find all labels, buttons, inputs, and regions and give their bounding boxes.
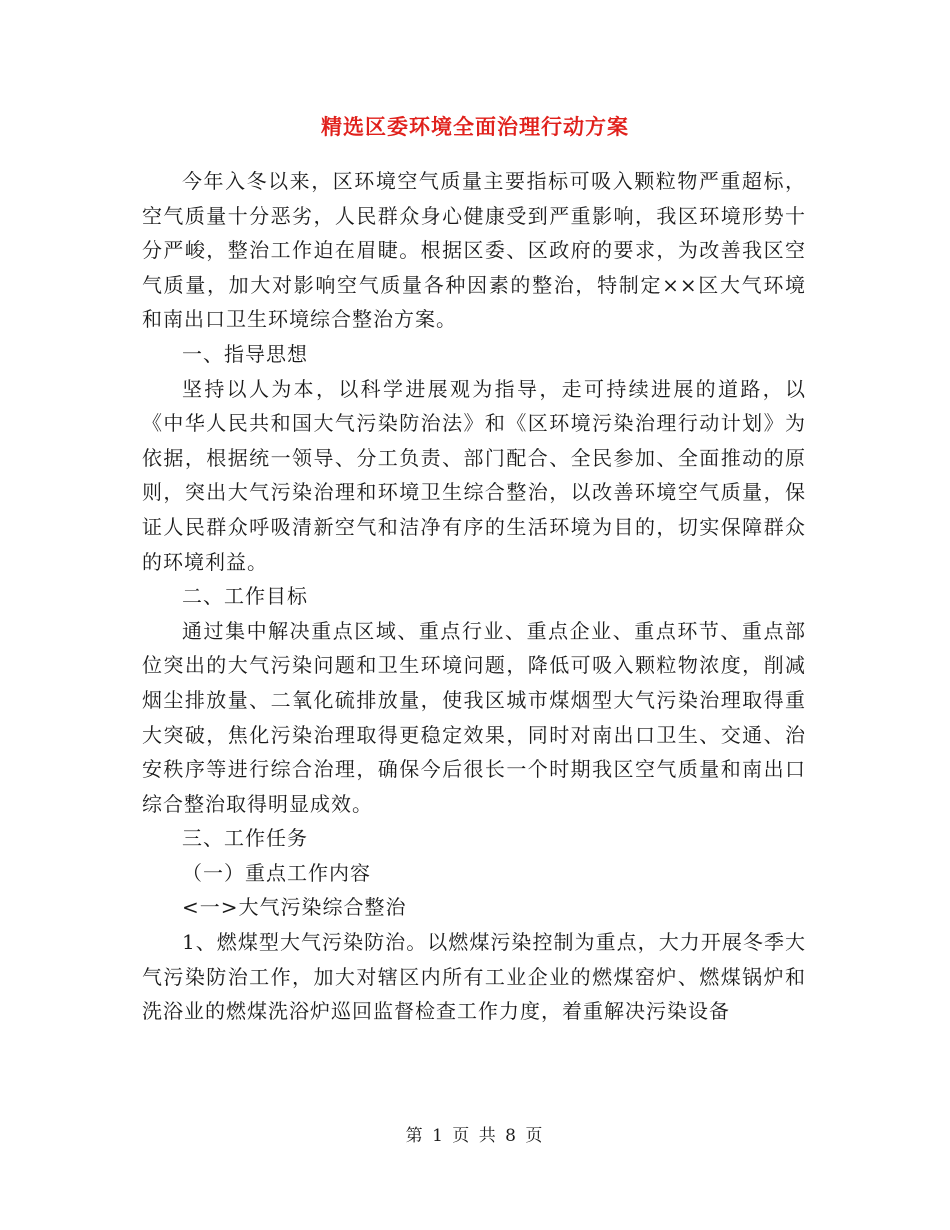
heading-work-tasks: 三、工作任务 — [182, 826, 308, 851]
paragraph-intro: 今年入冬以来，区环境空气质量主要指标可吸入颗粒物严重超标，空气质量十分恶劣，人民群众身心健康受到严重影响，我区环境形势十分严峻，整治工作迫在眉睫。根据区委、区政府的要求，为改善我区空气质量，加大对影响空气质量各种因素的整治，特制定××区大气环境和南出口卫生环境综合整治方案。 — [142, 169, 806, 332]
page-number-footer: 第 1 页 共 8 页 — [405, 1126, 545, 1146]
document-body — [142, 164, 806, 1029]
document-title: 精选区委环境全面治理行动方案 — [321, 114, 629, 139]
paragraph-guiding-ideology: 坚持以人为本，以科学进展观为指导，走可持续进展的道路，以《中华人民共和国大气污染防治法》和《区环境污染治理行动计划》为依据，根据统一领导、分工负责、部门配合、全民参加、全面推动的原则，突出大气污染治理和环境卫生综合整治，以改善环境空气质量，保证人民群众呼吸清新空气和洁净有序的生活环境为目的，切实保障群众的环境利益。 — [142, 376, 806, 574]
paragraph-work-goals: 通过集中解决重点区域、重点行业、重点企业、重点环节、重点部位突出的大气污染问题和卫生环境问题，降低可吸入颗粒物浓度，削减烟尘排放量、二氧化硫排放量，使我区城市煤烟型大气污染治理取得重大突破，焦化污染治理取得更稳定效果，同时对南出口卫生、交通、治安秩序等进行综合治理，确保今后很长一个时期我区空气质量和南出口综合整治取得明显成效。 — [142, 618, 806, 816]
paragraph-coal-pollution: 1、燃煤型大气污染防治。以燃煤污染控制为重点，大力开展冬季大气污染防治工作，加大对辖区内所有工业企业的燃煤窑炉、燃煤锅炉和洗浴业的燃煤洗浴炉巡回监督检查工作力度，着重解决污染设备 — [142, 930, 806, 1024]
heading-work-goals: 二、工作目标 — [182, 584, 308, 609]
heading-guiding-ideology: 一、指导思想 — [182, 341, 308, 366]
subheading-air-pollution: <一>大气污染综合整治 — [182, 895, 407, 920]
subheading-key-work: （一）重点工作内容 — [182, 860, 371, 885]
